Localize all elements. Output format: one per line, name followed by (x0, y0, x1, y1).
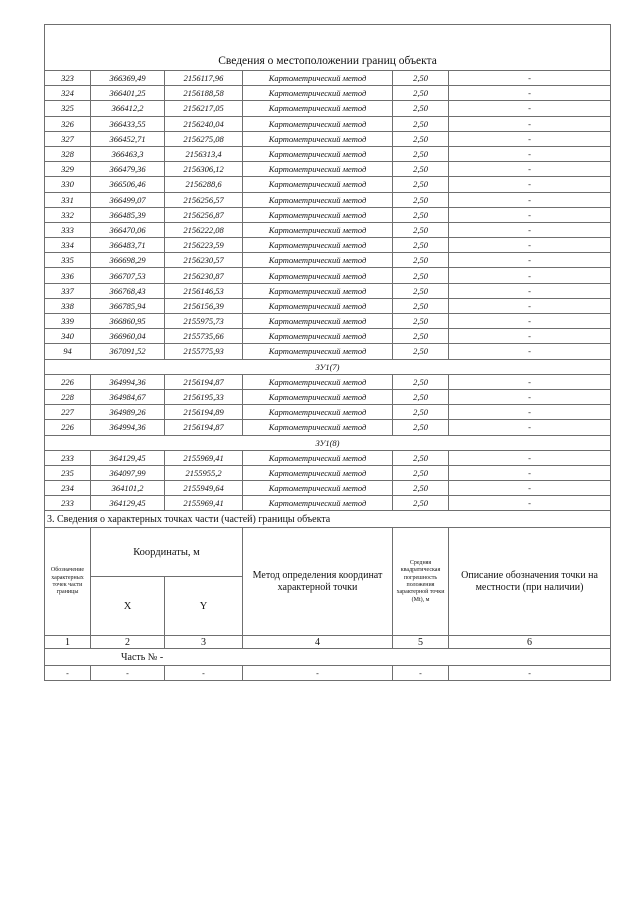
point-number-cell: 328 (45, 146, 91, 161)
description-cell: - (449, 116, 611, 131)
y-coordinate-cell: 2156313,4 (165, 146, 243, 161)
method-cell: Картометрический метод (243, 177, 393, 192)
point-number-cell: 326 (45, 116, 91, 131)
y-coordinate-cell: 2156117,96 (165, 71, 243, 86)
point-number-cell: 337 (45, 283, 91, 298)
description-cell: - (449, 344, 611, 359)
description-cell: - (449, 101, 611, 116)
method-cell: Картометрический метод (243, 71, 393, 86)
table-row (45, 268, 611, 283)
empty-cell: - (449, 666, 611, 681)
method-cell: Картометрический метод (243, 420, 393, 435)
method-cell: Картометрический метод (243, 283, 393, 298)
table-row (45, 283, 611, 298)
method-cell: Картометрический метод (243, 329, 393, 344)
method-cell: Картометрический метод (243, 192, 393, 207)
y-coordinate-cell: 2155735,66 (165, 329, 243, 344)
description-cell: - (449, 405, 611, 420)
y-coordinate-cell: 2156188,58 (165, 86, 243, 101)
description-cell: - (449, 222, 611, 237)
mean-error-cell: 2,50 (393, 101, 449, 116)
y-coordinate-cell: 2155975,73 (165, 314, 243, 329)
x-coordinate-cell: 364129,45 (91, 450, 165, 465)
y-coordinate-cell: 2155969,41 (165, 450, 243, 465)
mean-error-cell: 2,50 (393, 389, 449, 404)
y-coordinate-cell: 2155949,64 (165, 481, 243, 496)
table-row (45, 405, 611, 420)
header-method: Метод определения координат характерной точки (243, 528, 393, 636)
x-coordinate-cell: 366485,39 (91, 207, 165, 222)
mean-error-cell: 2,50 (393, 192, 449, 207)
table-row (45, 177, 611, 192)
x-coordinate-cell: 364984,67 (91, 389, 165, 404)
point-number-cell: 330 (45, 177, 91, 192)
point-number-cell: 235 (45, 465, 91, 480)
mean-error-cell: 2,50 (393, 222, 449, 237)
page-title: Сведения о местоположении границ объекта (45, 25, 611, 71)
x-coordinate-cell: 366479,36 (91, 162, 165, 177)
header-coordinates: Координаты, м (91, 528, 243, 577)
mean-error-cell: 2,50 (393, 298, 449, 313)
point-number-cell: 226 (45, 374, 91, 389)
mean-error-cell: 2,50 (393, 481, 449, 496)
mean-error-cell: 2,50 (393, 253, 449, 268)
y-coordinate-cell: 2156256,87 (165, 207, 243, 222)
y-coordinate-cell: 2156194,89 (165, 405, 243, 420)
table-row (45, 162, 611, 177)
description-cell: - (449, 314, 611, 329)
table-row (45, 450, 611, 465)
x-coordinate-cell: 367091,52 (91, 344, 165, 359)
description-cell: - (449, 253, 611, 268)
method-cell: Картометрический метод (243, 450, 393, 465)
table-row (45, 329, 611, 344)
mean-error-cell: 2,50 (393, 329, 449, 344)
point-number-cell: 233 (45, 450, 91, 465)
header-point-designation: Обозначение характерных точек части границы (45, 528, 91, 636)
mean-error-cell: 2,50 (393, 314, 449, 329)
method-cell: Картометрический метод (243, 344, 393, 359)
table-row (45, 314, 611, 329)
point-number-cell: 331 (45, 192, 91, 207)
mean-error-cell: 2,50 (393, 268, 449, 283)
y-coordinate-cell: 2156194,87 (165, 420, 243, 435)
method-cell: Картометрический метод (243, 268, 393, 283)
point-number-cell: 334 (45, 238, 91, 253)
header-y: Y (165, 577, 243, 636)
description-cell: - (449, 420, 611, 435)
point-number-cell: 234 (45, 481, 91, 496)
method-cell: Картометрический метод (243, 101, 393, 116)
y-coordinate-cell: 2156194,87 (165, 374, 243, 389)
mean-error-cell: 2,50 (393, 420, 449, 435)
mean-error-cell: 2,50 (393, 344, 449, 359)
y-coordinate-cell: 2155955,2 (165, 465, 243, 480)
description-cell: - (449, 389, 611, 404)
point-number-cell: 227 (45, 405, 91, 420)
document-sheet (44, 24, 610, 681)
mean-error-cell: 2,50 (393, 131, 449, 146)
description-cell: - (449, 481, 611, 496)
col-num-1: 1 (45, 636, 91, 649)
y-coordinate-cell: 2155775,93 (165, 344, 243, 359)
mean-error-cell: 2,50 (393, 86, 449, 101)
description-cell: - (449, 86, 611, 101)
section-label: ЗУ1(8) (45, 435, 611, 450)
table-row (45, 481, 611, 496)
x-coordinate-cell: 366506,46 (91, 177, 165, 192)
y-coordinate-cell: 2156275,08 (165, 131, 243, 146)
table-row (45, 298, 611, 313)
method-cell: Картометрический метод (243, 298, 393, 313)
mean-error-cell: 2,50 (393, 238, 449, 253)
x-coordinate-cell: 366860,95 (91, 314, 165, 329)
method-cell: Картометрический метод (243, 481, 393, 496)
method-cell: Картометрический метод (243, 207, 393, 222)
y-coordinate-cell: 2156223,59 (165, 238, 243, 253)
description-cell: - (449, 177, 611, 192)
header-mean-error: Средняя квадратическая погрешность положения характерной точки (Mt), м (393, 528, 449, 636)
table-row (45, 389, 611, 404)
description-cell: - (449, 374, 611, 389)
mean-error-cell: 2,50 (393, 116, 449, 131)
method-cell: Картометрический метод (243, 374, 393, 389)
table-row (45, 192, 611, 207)
method-cell: Картометрический метод (243, 116, 393, 131)
x-coordinate-cell: 366412,2 (91, 101, 165, 116)
point-number-cell: 327 (45, 131, 91, 146)
empty-cell: - (393, 666, 449, 681)
mean-error-cell: 2,50 (393, 465, 449, 480)
description-cell: - (449, 496, 611, 511)
x-coordinate-cell: 364989,26 (91, 405, 165, 420)
method-cell: Картометрический метод (243, 405, 393, 420)
point-number-cell: 335 (45, 253, 91, 268)
description-cell: - (449, 238, 611, 253)
empty-cell: - (165, 666, 243, 681)
y-coordinate-cell: 2156195,33 (165, 389, 243, 404)
y-coordinate-cell: 2156256,57 (165, 192, 243, 207)
x-coordinate-cell: 366463,3 (91, 146, 165, 161)
method-cell: Картометрический метод (243, 314, 393, 329)
mean-error-cell: 2,50 (393, 283, 449, 298)
table-row (45, 420, 611, 435)
mean-error-cell: 2,50 (393, 450, 449, 465)
mean-error-cell: 2,50 (393, 374, 449, 389)
y-coordinate-cell: 2156306,12 (165, 162, 243, 177)
point-number-cell: 94 (45, 344, 91, 359)
point-number-cell: 323 (45, 71, 91, 86)
description-cell: - (449, 465, 611, 480)
y-coordinate-cell: 2156230,57 (165, 253, 243, 268)
point-number-cell: 339 (45, 314, 91, 329)
mean-error-cell: 2,50 (393, 207, 449, 222)
mean-error-cell: 2,50 (393, 496, 449, 511)
point-number-cell: 338 (45, 298, 91, 313)
empty-cell: - (45, 666, 91, 681)
point-number-cell: 325 (45, 101, 91, 116)
y-coordinate-cell: 2156156,39 (165, 298, 243, 313)
section3-title: 3. Сведения о характерных точках части (частей) границы объекта (45, 511, 611, 528)
table-row (45, 146, 611, 161)
table-row (45, 496, 611, 511)
y-coordinate-cell: 2156240,04 (165, 116, 243, 131)
x-coordinate-cell: 366960,04 (91, 329, 165, 344)
description-cell: - (449, 329, 611, 344)
y-coordinate-cell: 2156222,08 (165, 222, 243, 237)
mean-error-cell: 2,50 (393, 71, 449, 86)
x-coordinate-cell: 366707,53 (91, 268, 165, 283)
method-cell: Картометрический метод (243, 496, 393, 511)
description-cell: - (449, 146, 611, 161)
table-row (45, 374, 611, 389)
method-cell: Картометрический метод (243, 238, 393, 253)
x-coordinate-cell: 366483,71 (91, 238, 165, 253)
point-number-cell: 336 (45, 268, 91, 283)
table-row (45, 131, 611, 146)
x-coordinate-cell: 366433,55 (91, 116, 165, 131)
method-cell: Картометрический метод (243, 465, 393, 480)
table-row (45, 344, 611, 359)
header-description: Описание обозначения точки на местности (при наличии) (449, 528, 611, 636)
point-number-cell: 332 (45, 207, 91, 222)
method-cell: Картометрический метод (243, 162, 393, 177)
mean-error-cell: 2,50 (393, 177, 449, 192)
table-row (45, 86, 611, 101)
x-coordinate-cell: 366499,07 (91, 192, 165, 207)
mean-error-cell: 2,50 (393, 162, 449, 177)
table-row (45, 465, 611, 480)
table-row (45, 71, 611, 86)
table-row (45, 101, 611, 116)
x-coordinate-cell: 364994,36 (91, 420, 165, 435)
method-cell: Картометрический метод (243, 146, 393, 161)
y-coordinate-cell: 2156146,53 (165, 283, 243, 298)
x-coordinate-cell: 364994,36 (91, 374, 165, 389)
col-num-4: 4 (243, 636, 393, 649)
description-cell: - (449, 207, 611, 222)
method-cell: Картометрический метод (243, 86, 393, 101)
point-number-cell: 228 (45, 389, 91, 404)
col-num-5: 5 (393, 636, 449, 649)
point-number-cell: 324 (45, 86, 91, 101)
x-coordinate-cell: 364097,99 (91, 465, 165, 480)
x-coordinate-cell: 366369,49 (91, 71, 165, 86)
description-cell: - (449, 268, 611, 283)
x-coordinate-cell: 366470,06 (91, 222, 165, 237)
col-num-6: 6 (449, 636, 611, 649)
point-number-cell: 226 (45, 420, 91, 435)
method-cell: Картометрический метод (243, 253, 393, 268)
x-coordinate-cell: 366452,71 (91, 131, 165, 146)
point-number-cell: 340 (45, 329, 91, 344)
x-coordinate-cell: 364101,2 (91, 481, 165, 496)
method-cell: Картометрический метод (243, 222, 393, 237)
description-cell: - (449, 192, 611, 207)
x-coordinate-cell: 366698,29 (91, 253, 165, 268)
table-row (45, 238, 611, 253)
col-num-2: 2 (91, 636, 165, 649)
part-label: Часть № - (45, 649, 611, 666)
empty-cell: - (91, 666, 165, 681)
section-label: ЗУ1(7) (45, 359, 611, 374)
table-row (45, 207, 611, 222)
col-num-3: 3 (165, 636, 243, 649)
description-cell: - (449, 450, 611, 465)
y-coordinate-cell: 2156288,6 (165, 177, 243, 192)
description-cell: - (449, 131, 611, 146)
x-coordinate-cell: 366768,43 (91, 283, 165, 298)
boundary-table (44, 24, 611, 681)
x-coordinate-cell: 366785,94 (91, 298, 165, 313)
point-number-cell: 329 (45, 162, 91, 177)
table-row (45, 116, 611, 131)
point-number-cell: 233 (45, 496, 91, 511)
table-row (45, 222, 611, 237)
description-cell: - (449, 162, 611, 177)
y-coordinate-cell: 2155969,41 (165, 496, 243, 511)
mean-error-cell: 2,50 (393, 146, 449, 161)
empty-cell: - (243, 666, 393, 681)
x-coordinate-cell: 366401,25 (91, 86, 165, 101)
description-cell: - (449, 71, 611, 86)
point-number-cell: 333 (45, 222, 91, 237)
description-cell: - (449, 298, 611, 313)
x-coordinate-cell: 364129,45 (91, 496, 165, 511)
mean-error-cell: 2,50 (393, 405, 449, 420)
table-row (45, 253, 611, 268)
method-cell: Картометрический метод (243, 389, 393, 404)
y-coordinate-cell: 2156217,05 (165, 101, 243, 116)
method-cell: Картометрический метод (243, 131, 393, 146)
header-x: X (91, 577, 165, 636)
y-coordinate-cell: 2156230,87 (165, 268, 243, 283)
description-cell: - (449, 283, 611, 298)
